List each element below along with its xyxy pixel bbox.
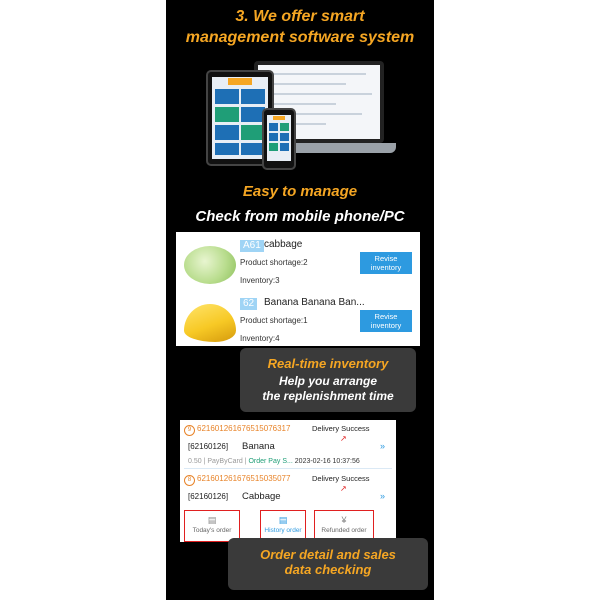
tagline-easy: Easy to manage bbox=[242, 183, 358, 200]
history-document-icon: ▤ bbox=[278, 515, 288, 525]
item-name: cabbage bbox=[264, 239, 303, 250]
order-product-name: Cabbage bbox=[242, 491, 281, 502]
order-product-code: [62160126] bbox=[188, 442, 229, 451]
item-inventory: Inventory:3 bbox=[240, 276, 280, 285]
chevron-right-icon[interactable]: » bbox=[380, 491, 386, 501]
footer-line-2: data checking bbox=[284, 562, 372, 577]
order-number: 8 621601261676515035077 bbox=[184, 474, 290, 486]
revise-inventory-button[interactable]: Revise inventory bbox=[360, 252, 412, 274]
realtime-line-2: the replenishment time bbox=[262, 389, 394, 403]
delivery-status: Delivery Success bbox=[312, 424, 370, 433]
devices-illustration bbox=[204, 58, 400, 170]
banana-image bbox=[184, 304, 236, 342]
phone-icon bbox=[262, 108, 296, 170]
order-tabs bbox=[180, 508, 396, 542]
item-inventory: Inventory:4 bbox=[240, 334, 280, 343]
tab-history-order[interactable]: ▤ History order bbox=[260, 510, 306, 542]
item-code-badge: 62 bbox=[240, 298, 257, 310]
item-shortage: Product shortage:2 bbox=[240, 258, 308, 267]
chevron-right-icon[interactable]: » bbox=[380, 441, 386, 451]
tagline-check: Check from mobile phone/PC bbox=[195, 208, 405, 225]
red-arrow-icon: ↗ bbox=[340, 434, 347, 443]
header-line-2: management software system bbox=[185, 29, 415, 46]
payment-info: 0.50 | PayByCard | Order Pay S... 2023-02-16 10:37:56 bbox=[188, 458, 360, 465]
cabbage-image bbox=[184, 246, 236, 284]
inventory-card bbox=[176, 232, 420, 346]
footer-callout bbox=[228, 538, 428, 590]
realtime-callout bbox=[240, 348, 416, 412]
delivery-status: Delivery Success bbox=[312, 474, 370, 483]
order-product-code: [62160126] bbox=[188, 492, 229, 501]
tab-refunded-order[interactable]: ¥ Refunded order bbox=[314, 510, 374, 542]
inventory-item bbox=[176, 234, 420, 290]
inventory-item bbox=[176, 292, 420, 348]
realtime-title: Real-time inventory bbox=[267, 356, 389, 371]
item-code-badge: A61 bbox=[240, 240, 264, 252]
item-shortage: Product shortage:1 bbox=[240, 316, 308, 325]
red-arrow-icon: ↗ bbox=[340, 484, 347, 493]
promo-panel bbox=[166, 0, 434, 600]
realtime-line-1: Help you arrange bbox=[278, 374, 378, 388]
header-line-1: 3. We offer smart bbox=[235, 8, 365, 25]
divider bbox=[184, 468, 392, 469]
refund-icon: ¥ bbox=[341, 515, 347, 525]
footer-line-1: Order detail and sales bbox=[260, 547, 396, 562]
revise-inventory-button[interactable]: Revise inventory bbox=[360, 310, 412, 332]
document-icon: ▤ bbox=[207, 515, 217, 525]
order-card bbox=[180, 420, 396, 542]
order-number: 9 621601261676515076317 bbox=[184, 424, 290, 436]
item-name: Banana Banana Ban... bbox=[264, 297, 365, 308]
order-product-name: Banana bbox=[242, 441, 275, 452]
tab-todays-order[interactable]: ▤ Today's order bbox=[184, 510, 240, 542]
